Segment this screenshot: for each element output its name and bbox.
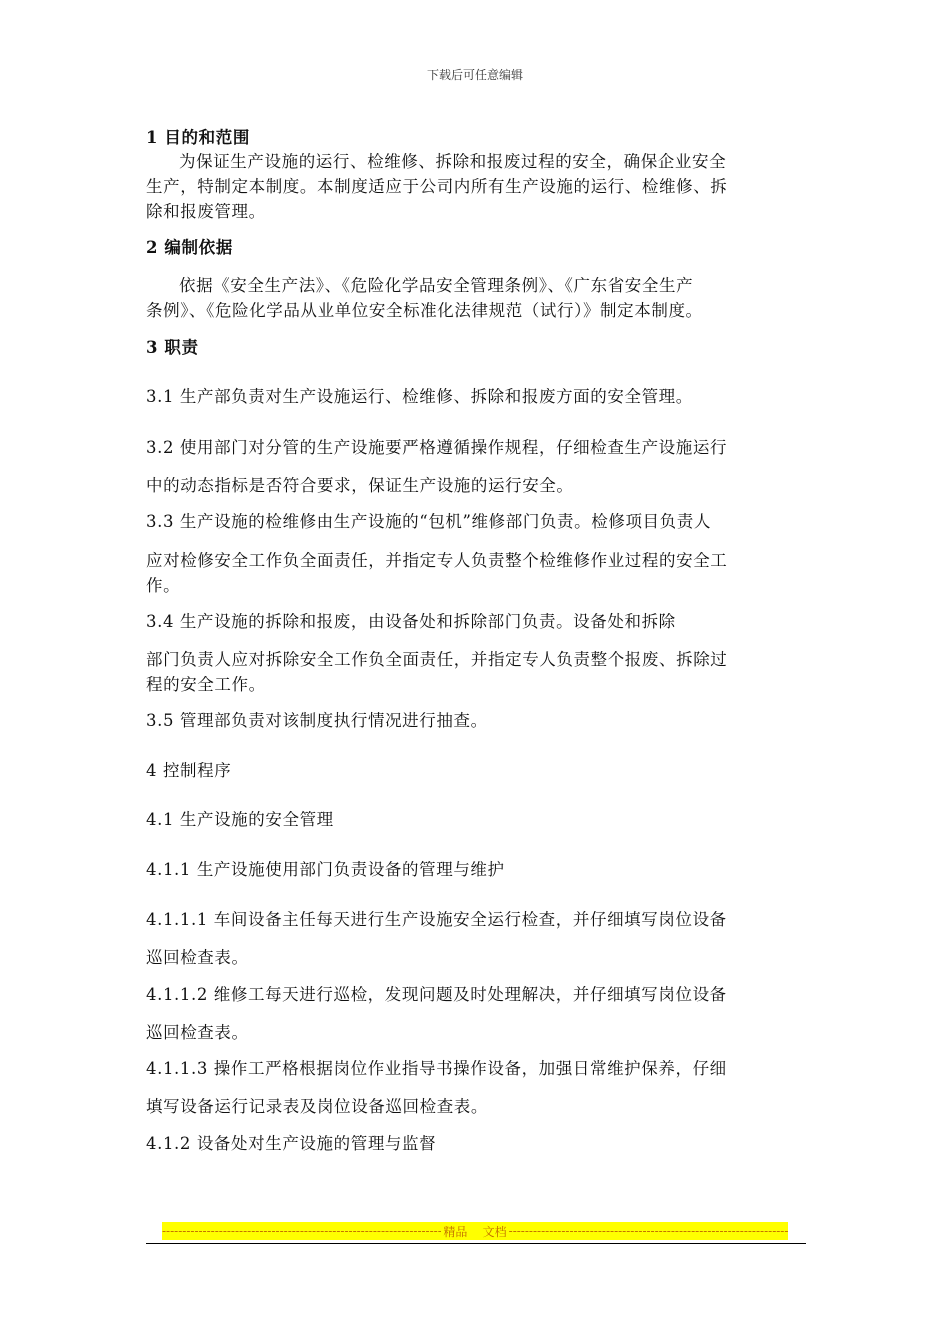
text-line: 生产，特制定本制度。本制度适应于公司内所有生产设施的运行、检维修、拆 xyxy=(146,177,728,196)
section-heading: 1 目的和范围 xyxy=(146,128,250,147)
text-line: 4 控制程序 xyxy=(146,761,232,780)
text-line: 4.1.1.3 操作工严格根据岗位作业指导书操作设备，加强日常维护保养，仔细 xyxy=(146,1059,727,1078)
text-line: 3.1 生产部负责对生产设施运行、检维修、拆除和报废方面的安全管理。 xyxy=(146,387,693,406)
text-line: 4.1.1.1 车间设备主任每天进行生产设施安全运行检查，并仔细填写岗位设备 xyxy=(146,910,727,929)
footer-dashes-right xyxy=(509,1224,788,1238)
text-line: 部门负责人应对拆除安全工作负全面责任，并指定专人负责整个报废、拆除过 xyxy=(146,650,728,669)
text-line: 4.1 生产设施的安全管理 xyxy=(146,810,334,829)
text-line: 3.4 生产设施的拆除和报废，由设备处和拆除部门负责。设备处和拆除 xyxy=(146,612,676,631)
text-line: 巡回检查表。 xyxy=(146,1023,249,1042)
header-note: 下载后可任意编辑 xyxy=(426,68,523,82)
text-line: 条例》、《危险化学品从业单位安全标准化法律规范（试行）》制定本制度。 xyxy=(146,301,703,320)
text-line: 依据《安全生产法》、《危险化学品安全管理条例》、《广东省安全生产 xyxy=(179,276,694,295)
text-line: 程的安全工作。 xyxy=(146,675,266,694)
text-line: 为保证生产设施的运行、检维修、拆除和报废过程的安全，确保企业安全 xyxy=(179,152,727,171)
text-line: 4.1.1.2 维修工每天进行巡检，发现问题及时处理解决，并仔细填写岗位设备 xyxy=(146,985,727,1004)
text-line: 作。 xyxy=(146,576,181,595)
text-line: 3.5 管理部负责对该制度执行情况进行抽查。 xyxy=(146,711,488,730)
footer-rule xyxy=(146,1243,806,1244)
footer-label: 精品 文档 xyxy=(443,1224,507,1239)
text-line: 除和报废管理。 xyxy=(146,202,266,221)
text-line: 3.3 生产设施的检维修由生产设施的“包机”维修部门负责。检修项目负责人 xyxy=(146,512,711,531)
text-line: 应对检修安全工作负全面责任，并指定专人负责整个检维修作业过程的安全工 xyxy=(146,551,728,570)
footer-banner xyxy=(162,1222,788,1240)
text-line: 4.1.2 设备处对生产设施的管理与监督 xyxy=(146,1134,437,1153)
footer-dashes-left xyxy=(162,1224,441,1238)
section-heading: 2 编制依据 xyxy=(146,238,233,257)
text-line: 巡回检查表。 xyxy=(146,948,249,967)
text-line: 填写设备运行记录表及岗位设备巡回检查表。 xyxy=(146,1097,488,1116)
section-heading: 3 职责 xyxy=(146,338,199,357)
text-line: 3.2 使用部门对分管的生产设施要严格遵循操作规程，仔细检查生产设施运行 xyxy=(146,438,728,457)
text-line: 中的动态指标是否符合要求，保证生产设施的运行安全。 xyxy=(146,476,574,495)
text-line: 4.1.1 生产设施使用部门负责设备的管理与维护 xyxy=(146,860,505,879)
